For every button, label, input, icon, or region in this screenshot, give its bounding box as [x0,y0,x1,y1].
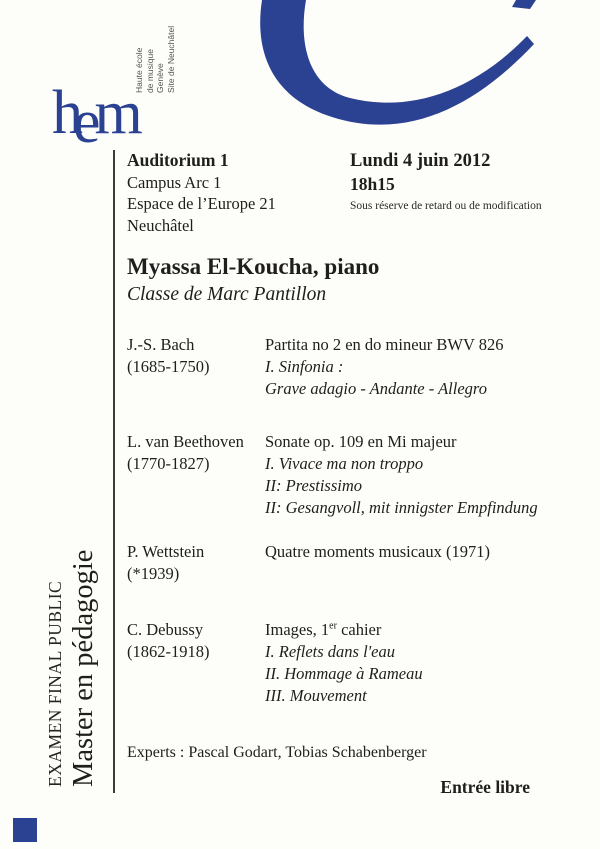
work-title: Partita no 2 en do mineur BWV 826 [265,335,504,354]
composer-name: C. Debussy [127,620,204,639]
event-date: Lundi 4 juin 2012 [350,151,491,171]
work-title-text: cahier [336,620,382,639]
composer-name: P. Wettstein [127,542,205,561]
hem-logo-letter-h: h [52,79,81,147]
class-line: Classe de Marc Pantillon [127,284,327,305]
movement-line: I. Reflets dans l'eau [265,642,396,661]
venue-city: Neuchâtel [127,215,194,235]
institution-line: Genève [155,63,165,93]
movement-line: I. Vivace ma non troppo [265,454,424,473]
composer-dates: (1770-1827) [127,454,210,473]
composer-column [127,334,265,400]
venue-block [127,150,276,236]
exam-type-label: EXAMEN FINAL PUBLIC [45,580,65,787]
hem-logo [52,79,141,156]
program-entry [127,431,538,519]
piece-column [265,334,503,400]
experts-line: Experts : Pascal Godart, Tobias Schabenberger [127,744,427,761]
work-title: Quatre moments musicaux (1971) [265,542,490,561]
institution-line: Site de Neuchâtel [165,25,176,93]
movement-line: Grave adagio - Andante - Allegro [265,379,487,398]
event-block [350,150,542,213]
composer-column [127,541,265,585]
institution-name [134,26,176,93]
institution-line: de musique [144,49,155,93]
composer-column [127,619,265,707]
work-title-text: Images, 1 [265,620,330,639]
institution-line: Haute école [134,47,144,93]
degree-label: Master en pédagogie [68,549,99,787]
admission-note: Entrée libre [440,777,530,797]
piece-column [265,541,490,585]
corner-brand-square [13,818,37,842]
hem-logo-letter-e: e [73,88,99,156]
work-title: Sonate op. 109 en Mi majeur [265,432,457,451]
performer-name: Myassa El-Koucha, piano [127,254,380,279]
event-note: Sous réserve de retard ou de modification [350,200,542,212]
composer-dates: (1685-1750) [127,357,210,376]
composer-dates: (1862-1918) [127,642,210,661]
program-entry [127,334,503,400]
composer-dates: (*1939) [127,564,180,583]
composer-column [127,431,265,519]
performer-block [127,253,379,308]
movement-line: II. Hommage à Rameau [265,664,423,683]
movement-line: II: Prestissimo [265,476,363,495]
vertical-divider [113,150,115,793]
program-entry [127,619,423,707]
movement-line: II: Gesangvoll, mit innigster Empfindung [265,498,538,517]
composer-name: L. van Beethoven [127,432,244,451]
work-title [265,619,423,641]
movement-line: I. Sinfonia : [265,357,344,376]
hem-logo-letter-m: m [94,79,141,147]
program-entry [127,541,490,585]
ordinal-superscript: er [329,620,337,632]
hem-c-mark-icon [246,0,538,136]
venue-hall: Auditorium 1 [127,150,229,170]
event-time: 18h15 [350,174,395,194]
venue-address: Espace de l’Europe 21 [127,194,276,213]
composer-name: J.-S. Bach [127,335,195,354]
movement-line: III. Mouvement [265,686,367,705]
venue-campus: Campus Arc 1 [127,172,222,192]
piece-column [265,431,538,519]
piece-column [265,619,423,707]
